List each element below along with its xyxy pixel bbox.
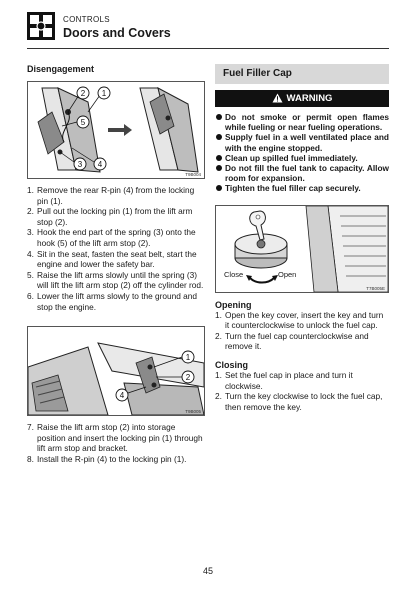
header-divider bbox=[27, 48, 389, 49]
storage-position-illustration bbox=[28, 327, 204, 415]
right-column bbox=[215, 64, 389, 412]
list-item: 2. Turn the key clockwise to lock the fuel cap, then remove the key. bbox=[215, 391, 383, 412]
callout-2: 2 bbox=[185, 373, 191, 383]
callout-3: 3 bbox=[77, 160, 83, 169]
bullet-icon bbox=[216, 155, 222, 161]
list-item: 1. Set the fuel cap in place and turn it clockwise. bbox=[215, 370, 353, 391]
fuel-cap-illustration bbox=[216, 206, 388, 292]
warning-banner bbox=[215, 90, 389, 107]
figure-storage-position bbox=[27, 326, 205, 416]
opening-heading: Opening bbox=[215, 299, 252, 310]
lift-arm-stop-release-illustration bbox=[28, 82, 204, 178]
list-item: 4. Sit in the seat, fasten the seat belt, start the engine and lower the safety bar. bbox=[27, 248, 197, 270]
controls-section-icon bbox=[27, 12, 55, 40]
disengagement-steps-list bbox=[27, 185, 205, 312]
list-item: Clean up spilled fuel immediately. bbox=[215, 153, 389, 163]
page-number: 45 bbox=[202, 566, 213, 576]
callout-4: 4 bbox=[97, 160, 103, 169]
list-item: Tighten the fuel filler cap securely. bbox=[215, 183, 389, 193]
section-label: CONTROLS bbox=[63, 15, 110, 24]
bullet-icon bbox=[216, 165, 222, 171]
callout-5: 5 bbox=[80, 118, 86, 127]
closing-steps-list bbox=[215, 370, 389, 412]
callout-1: 1 bbox=[101, 89, 107, 98]
list-item: 7. Raise the lift arm stop (2) into storage position and insert the locking pin (1) through lift arm stop and bracket. bbox=[27, 422, 203, 454]
warning-list bbox=[215, 112, 389, 194]
disengagement-heading: Disengagement bbox=[27, 64, 95, 74]
figure-fuel-cap bbox=[215, 205, 389, 293]
storage-steps-list bbox=[27, 422, 205, 464]
open-label: Open bbox=[278, 269, 297, 279]
list-item: 2. Turn the fuel cap counterclockwise and remove it. bbox=[215, 330, 369, 352]
list-item: Supply fuel in a well ventilated place and with the engine stopped. bbox=[215, 132, 389, 152]
list-item: 6. Lower the lift arms slowly to the ground and stop the engine. bbox=[27, 290, 198, 312]
list-item: 5. Raise the lift arms slowly until the spring (3) will lift the lift arm stop (2) off the cylinder rod. bbox=[27, 269, 204, 291]
fuel-filler-cap-title: Fuel Filler Cap bbox=[215, 64, 389, 84]
list-item: 3. Hook the end part of the spring (3) onto the hook (5) of the lift arm stop (2). bbox=[27, 227, 196, 248]
list-item: Do not fill the fuel tank to capacity. Allow room for expansion. bbox=[215, 163, 389, 183]
list-item: 1. Open the key cover, insert the key and turn it counterclockwise to unlock the fuel cap. bbox=[215, 309, 384, 331]
figure-code: T7B005E bbox=[366, 285, 385, 291]
list-item: 8. Install the R-pin (4) to the locking pin (1). bbox=[27, 453, 187, 464]
list-item: 1. Remove the rear R-pin (4) from the locking pin (1). bbox=[27, 185, 195, 206]
left-column bbox=[27, 64, 205, 465]
list-item: 2. Pull out the locking pin (1) from the lift arm stop (2). bbox=[27, 206, 193, 227]
figure-code: T9B004 bbox=[185, 172, 201, 177]
warning-label: WARNING bbox=[286, 93, 333, 104]
figure-code: T9B005 bbox=[185, 409, 201, 415]
warning-icon bbox=[272, 93, 283, 103]
callout-4: 4 bbox=[119, 391, 125, 401]
page-title: Doors and Covers bbox=[63, 26, 171, 40]
list-item: Do not smoke or permit open flames while fueling or near fueling operations. bbox=[215, 112, 389, 132]
figure-lift-arm-stop-release bbox=[27, 81, 205, 179]
bullet-icon bbox=[216, 114, 222, 120]
closing-heading: Closing bbox=[215, 360, 248, 370]
bullet-icon bbox=[216, 185, 222, 191]
callout-1: 1 bbox=[185, 353, 191, 363]
close-label: Close bbox=[224, 269, 244, 279]
callout-2: 2 bbox=[80, 89, 86, 98]
bullet-icon bbox=[216, 134, 222, 140]
page-header bbox=[27, 12, 389, 48]
opening-steps-list bbox=[215, 310, 389, 352]
